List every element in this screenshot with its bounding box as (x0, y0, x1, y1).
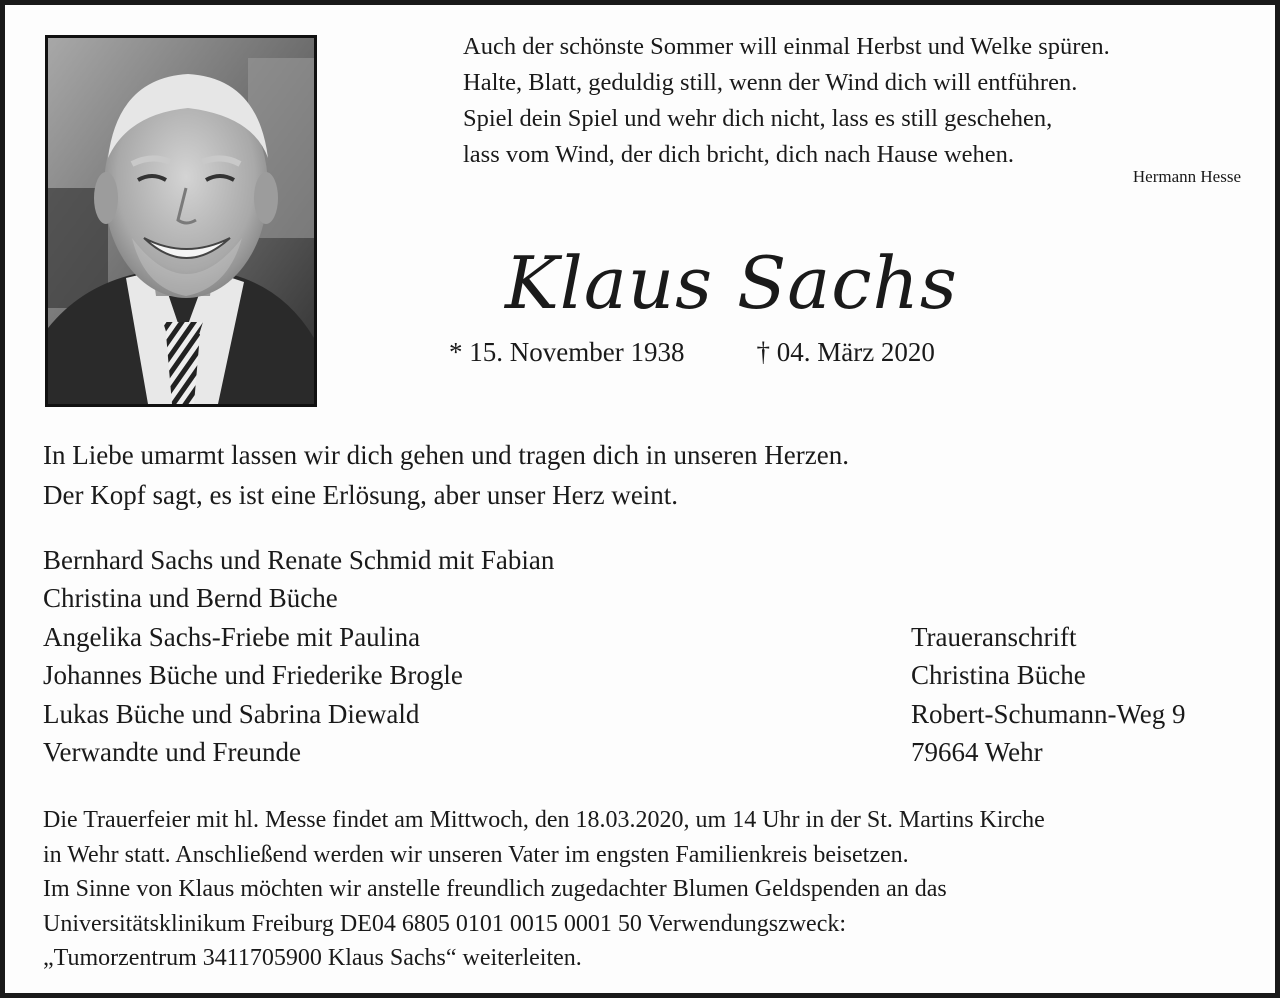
address-city: 79664 Wehr (911, 737, 1043, 768)
life-dates (449, 337, 935, 368)
mourner-entry: Johannes Büche und Friederike Brogle (43, 660, 463, 691)
poem-line: Halte, Blatt, geduldig still, wenn der Wind dich will entführen. (463, 69, 1078, 96)
portrait-photo (45, 35, 317, 407)
service-line: in Wehr statt. Anschließend werden wir unseren Vater im engsten Familienkreis beisetzen. (43, 841, 909, 868)
service-line: Universitätsklinikum Freiburg DE04 6805 0101 0015 0001 50 Verwendungszweck: (43, 910, 847, 937)
farewell-text (43, 435, 849, 515)
service-line: Die Trauerfeier mit hl. Messe findet am Mittwoch, den 18.03.2020, um 14 Uhr in der St. Martins Kirche (43, 807, 1045, 833)
poem-author: Hermann Hesse (1132, 167, 1241, 186)
address-street: Robert-Schumann-Weg 9 (911, 698, 1186, 729)
address-heading: Traueranschrift (911, 622, 1077, 652)
service-line: „Tumorzentrum 3411705900 Klaus Sachs“ weiterleiten. (43, 945, 582, 971)
poem (463, 29, 1253, 173)
mourner-entry: Bernhard Sachs und Renate Schmid mit Fabian (43, 545, 555, 575)
portrait-image (48, 38, 314, 404)
mourner-entry: Christina und Bernd Büche (43, 583, 338, 614)
poem-line: lass vom Wind, der dich bricht, dich nach Hause wehen. (463, 141, 1015, 168)
address-name: Christina Büche (911, 660, 1086, 691)
poem-line: Auch der schönste Sommer will einmal Herbst und Welke spüren. (463, 33, 1110, 60)
condolence-address (911, 618, 1186, 772)
poem-line: Spiel dein Spiel und wehr dich nicht, lass es still geschehen, (463, 105, 1053, 132)
mourner-entry: Verwandte und Freunde (43, 737, 301, 768)
farewell-line: In Liebe umarmt lassen wir dich gehen und tragen dich in unseren Herzen. (43, 440, 849, 470)
farewell-line: Der Kopf sagt, es ist eine Erlösung, aber unser Herz weint. (43, 480, 679, 510)
service-line: Im Sinne von Klaus möchten wir anstelle freundlich zugedachter Blumen Geldspenden an das (43, 876, 947, 902)
deceased-name: Klaus Sachs (505, 241, 958, 325)
service-info (43, 803, 1045, 976)
death-date: † 04. März 2020 (756, 337, 935, 367)
birth-date: * 15. November 1938 (449, 337, 685, 367)
mourner-entry: Lukas Büche und Sabrina Diewald (43, 698, 420, 729)
mourner-entry: Angelika Sachs-Friebe mit Paulina (43, 621, 421, 652)
mourners-list (43, 541, 554, 771)
